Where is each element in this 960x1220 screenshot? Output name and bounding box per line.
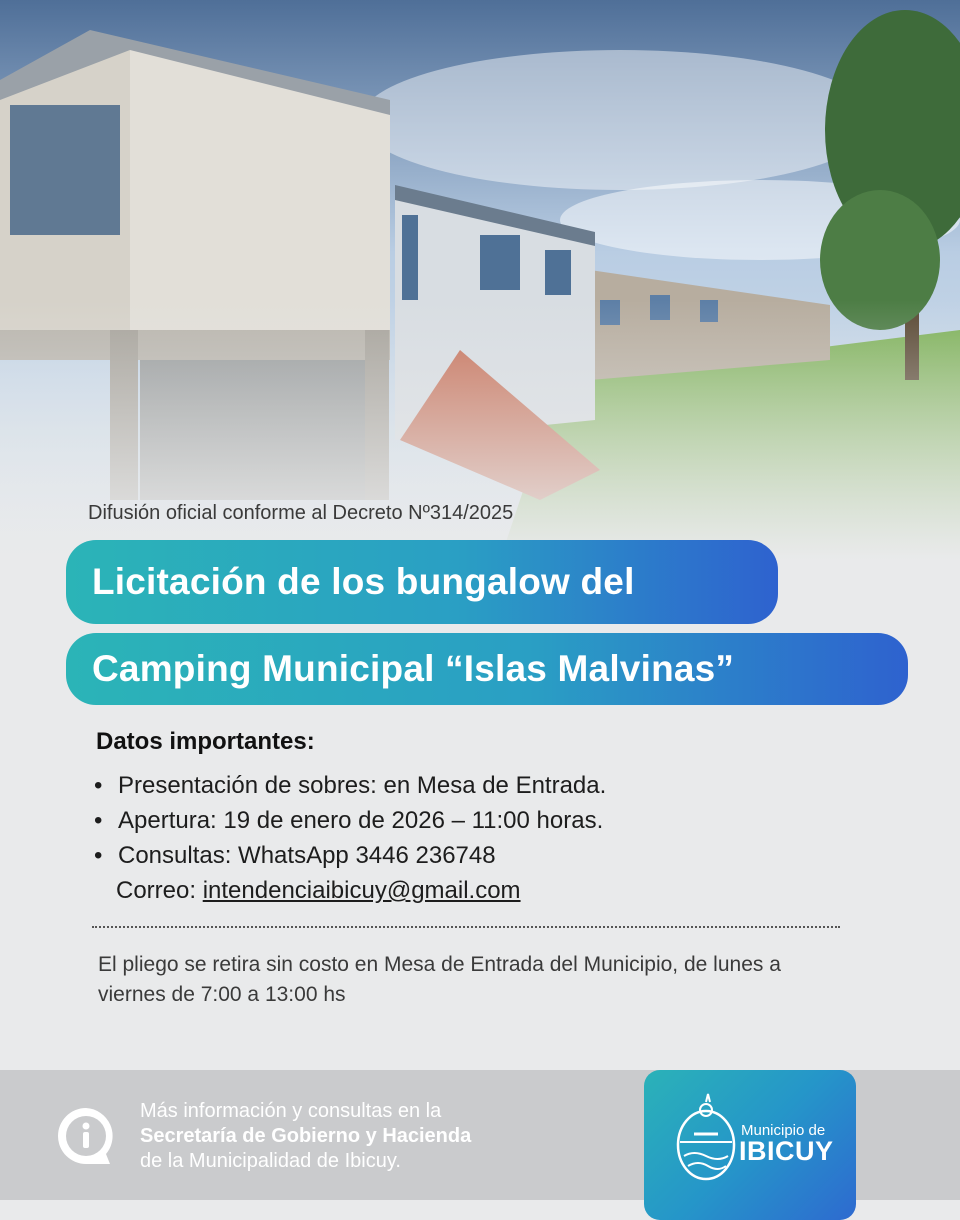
list-item: [96, 838, 606, 873]
details-list: [96, 768, 606, 873]
municipal-seal-icon: [674, 1090, 738, 1184]
title-banner-line1: [66, 540, 778, 624]
email-link[interactable]: intendenciaibicuy@gmail.com: [202, 877, 521, 904]
footer-line3: de la Municipalidad de Ibicuy.: [140, 1150, 401, 1172]
details-heading: Datos importantes:: [96, 728, 315, 755]
email-line: [96, 873, 606, 908]
bungalow-photo: [0, 0, 960, 560]
title-banner-line2: [66, 633, 908, 705]
detail-presentation: Presentación de sobres: en Mesa de Entrada.: [118, 772, 607, 799]
title-line2: Camping Municipal “Islas Malvinas”: [92, 648, 735, 689]
detail-apertura: Apertura: 19 de enero de 2026 – 11:00 horas.: [118, 807, 604, 834]
email-label: Correo:: [116, 877, 197, 904]
footer-line1: Más información y consultas en la: [140, 1100, 442, 1122]
title-line1: Licitación de los bungalow del: [92, 561, 635, 602]
logo-label-small: Municipio de: [741, 1122, 826, 1139]
info-icon: [54, 1104, 118, 1168]
logo-label-big: IBICUY: [739, 1136, 834, 1166]
list-item: [96, 768, 606, 803]
bullet: •: [94, 807, 103, 834]
bullet: •: [94, 842, 103, 869]
decree-note: Difusión oficial conforme al Decreto Nº314/2025: [88, 502, 514, 524]
pliego-note: El pliego se retira sin costo en Mesa de Entrada del Municipio, de lunes a viernes de 7:00 a 13:00 hs: [98, 953, 781, 1006]
important-details: [96, 728, 606, 908]
footer-text: [140, 1099, 471, 1174]
dotted-divider: [92, 926, 840, 928]
list-item: [96, 803, 606, 838]
detail-consultas: Consultas: WhatsApp 3446 236748: [118, 842, 496, 869]
bullet: •: [94, 772, 103, 799]
footer-line2: Secretaría de Gobierno y Hacienda: [140, 1125, 472, 1147]
